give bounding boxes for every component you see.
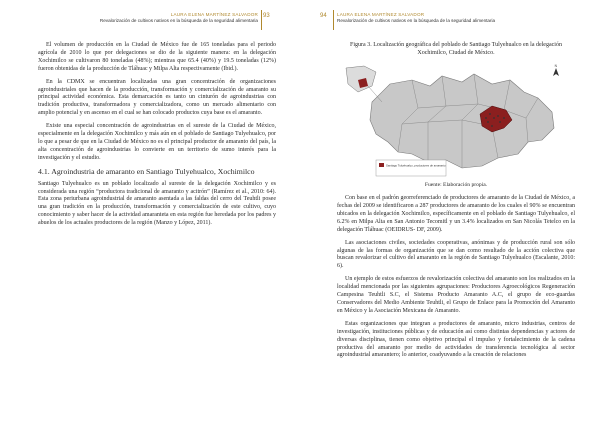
right-paragraph-1: Con base en el padrón georreferenciado de productores de amaranto de la Ciudad de México, a fechas del 2009 se identificaron a 287 productores de amaranto de los cuales el 90% se encuentran ubicados en la delegación Xochimilco, específicamente en el poblado de Santiago Tulyehualco, el 6.2% en Milpa Alta en San Antonio Tecomitl y un 3.4% localizados en San Nicolás Tetelco en la delegación Tláhuac (OEIDRUS- DF, 2009). [337,195,575,233]
right-paragraph-4: Estas organizaciones que integran a productores de amaranto, micro industrias, centros de investigación, instituciones públicas y de educación así como distintas dependencias y actores de diversas disciplinas, tienen como objetivo principal el impulso y fortalecimiento de la cadena productiva del amaranto por medio de actividades de transferencia tecnológica al sector agroindustrial amarantero; lo anterior, coadyuvando a la creación de relaciones [337,320,575,359]
map-legend-box [376,160,446,176]
left-paragraph-2: En la CDMX se encuentran localizadas una gran concentración de organizaciones agroindustriales que hacen de la producción, transformación y comercialización de amaranto su principal actividad económica. Esta demarcación es tanto un cinturón de agroindustrias con tradición productiva, transformadora y comercializadora, como un mercado alimentario con amplio potencial y en ascenso en el cual se han colocado productos cuya base es el amaranto. [38,78,276,117]
right-running-header [337,12,575,24]
right-paragraph-3: Un ejemplo de estos esfuerzos de revalorización colectiva del amaranto son los realizados en la localidad mencionada por las siguientes agrupaciones: Productores Agroecológicos Regeneración Campesina Teuhtli S.C, el Sistema Producto Amaranto A.C, el grupo de eco-guardas Conservadores del Medio Ambiente Teuhtli, el Grupo de Enlace para la Promoción del Amaranto en México y la Asociación Mexicana de Amaranto. [337,276,575,314]
right-paragraph-2: Las asociaciones civiles, sociedades cooperativas, anónimas y de producción rural son sólo algunas de las formas de organización que se dan como resultado de la acción colectiva que buscan revalorizar el cultivo del amaranto en la región de Santiago Tulyehualco (Escalante, 2010: 6). [337,239,575,270]
left-running-header [38,12,258,24]
right-page [320,0,575,440]
figure-source: Fuente: Elaboración propia. [424,182,488,189]
location-map [342,62,570,182]
right-body [337,42,575,365]
left-header-subtitle: Revalorización de cultivos nativos en la búsqueda de la seguridad alimentaria [99,18,258,23]
right-header-divider [333,10,334,30]
left-paragraph-3: Existe una especial concentración de agroindustrias en el sureste de la Ciudad de México, especialmente en la delegación Xochimilco y más aún en el poblado de Santiago Tulyehualco, por lo que a pesar de que en la Ciudad de México no es el principal productor de amaranto del país, la alta concentración de agroindustrias lo convierte en un territorio de sumo interés para la investigación y el estudio. [38,123,276,161]
left-body [38,42,276,233]
left-page-number: 93 [263,13,270,19]
left-paragraph-1: El volumen de producción en la Ciudad de México fue de 165 toneladas para el periodo agrícola de 2010 lo que por delegaciones se dio de la siguiente manera: en la delegación Xochimilco se cultivaron 80 toneladas (48%); mientras que 65.4 (40%) y 19.5 toneladas (12%) fueron obtenidas de la producción de Tláhuac y Milpa Alta respectivamente (Ibid.). [38,42,276,72]
figure-caption: Figura 3. Localización geográfica del poblado de Santiago Tulyehualco en la delegación Xochimilco, Ciudad de México. [350,42,562,56]
right-page-number: 94 [320,13,327,19]
right-header-subtitle: Revalorización de cultivos nativos en la búsqueda de la seguridad alimentaria [337,18,496,23]
left-page [38,0,276,440]
north-arrow-icon [553,64,559,76]
section-paragraph: Santiago Tulyehualco es un poblado localizado al sureste de la delegación Xochimilco y es considerada una región “productora tradicional de amaranto y acitrón” (Ramírez et al., 2010: 64). Esta zona periurbana agroindustrial de amaranto asentada a las faldas del cerro del Teuhtli posee una gran tradición en la producción, transformación y comercialización de este cultivo, cuyo conocimiento y saber hacer de la actividad amaranteta en esta región fue heredada por los padres y abuelos de los actuales productores de la región (Manzo y López, 2011). [38,180,276,227]
left-header-divider [261,10,262,30]
svg-text:N: N [554,64,557,69]
map-inset-city [346,66,376,92]
section-heading: 4.1. Agroindustria de amaranto en Santiago Tulyehualco, Xochimilco [38,166,255,176]
map-legend-swatch [379,163,384,167]
map-legend-text: Santiago Tulyehualco, productores de amaranto [386,163,446,168]
left-header-author: LAURA ELENA MARTÍNEZ SALVADOR [170,12,258,17]
right-header-author: LAURA ELENA MARTÍNEZ SALVADOR [337,12,425,17]
